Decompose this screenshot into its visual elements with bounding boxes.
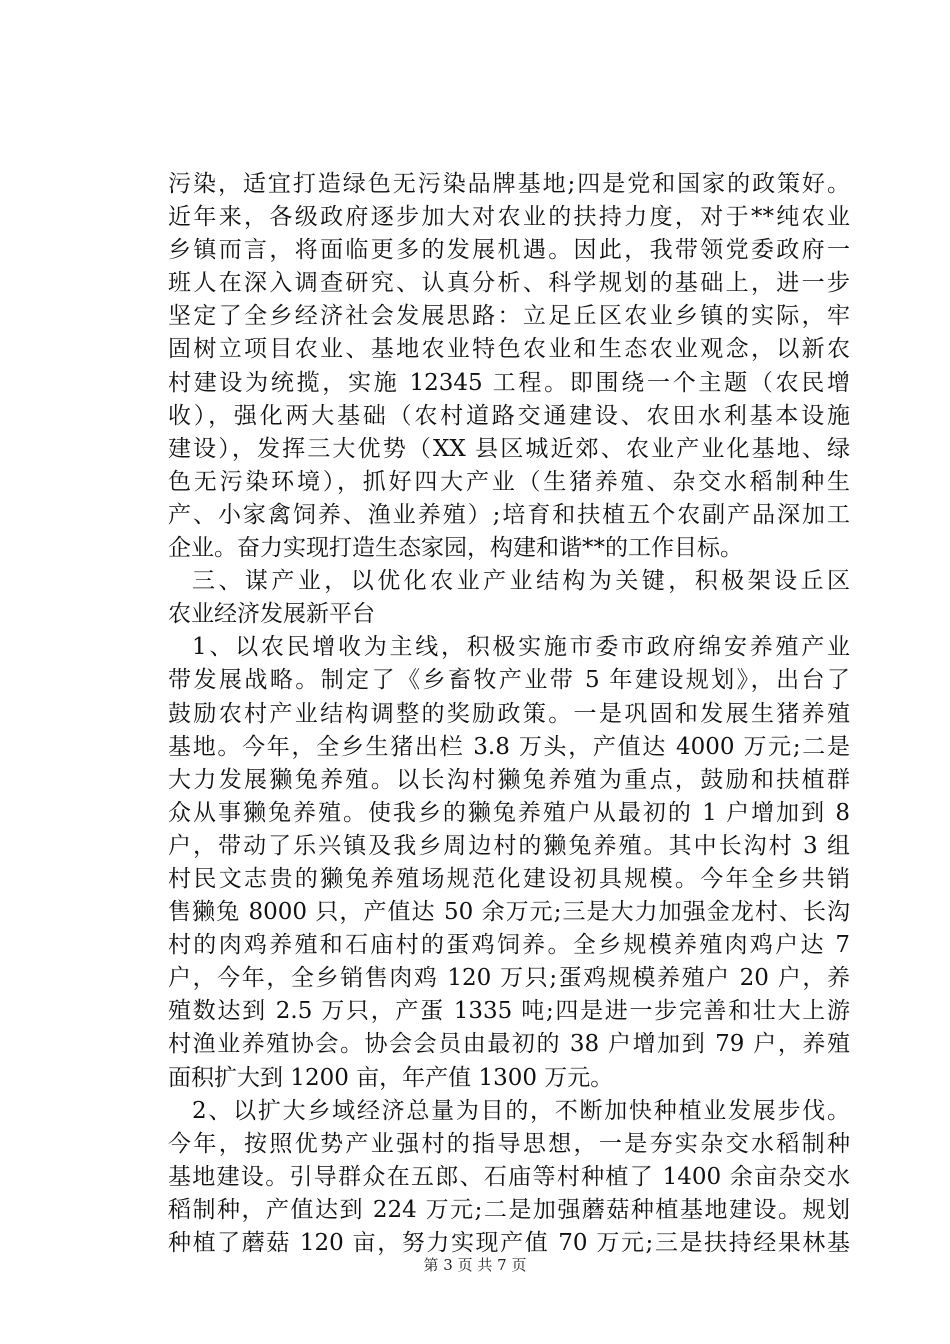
text-line: 近年来，各级政府逐步加大对农业的扶持力度，对于**纯农业	[168, 204, 850, 231]
text-line: 面积扩大到 1200 亩，年产值 1300 万元。	[168, 1064, 614, 1091]
text-line: 农业经济发展新平台	[168, 601, 375, 628]
text-line: 村民文志贵的獭兔养殖场规范化建设初具规模。今年全乡共销	[168, 865, 850, 892]
text-line: 今年，按照优势产业强村的指导思想，一是夯实杂交水稻制种	[168, 1130, 850, 1157]
text-line: 企业。奋力实现打造生态家园，构建和谐**的工作目标。	[168, 535, 743, 562]
text-line: 大力发展獭兔养殖。以长沟村獭兔养殖为重点，鼓励和扶植群	[168, 766, 850, 793]
text-line: 基地建设。引导群众在五郎、石庙等村种植了 1400 余亩杂交水	[168, 1163, 850, 1190]
text-line: 乡镇而言，将面临更多的发展机遇。因此，我带领党委政府一	[168, 237, 850, 264]
text-line: 污染，适宜打造绿色无污染品牌基地;四是党和国家的政策好。	[168, 171, 850, 197]
text-line: 色无污染环境），抓好四大产业（生猪养殖、杂交水稻制种生	[168, 468, 850, 495]
text-line: 1、以农民增收为主线，积极实施市委市政府绵安养殖产业	[192, 634, 850, 661]
text-line: 种植了蘑菇 120 亩，努力实现产值 70 万元;三是扶持经果林基	[168, 1230, 850, 1256]
text-line: 众从事獭兔养殖。使我乡的獭兔养殖户从最初的 1 户增加到 8	[168, 799, 850, 826]
text-line: 班人在深入调查研究、认真分析、科学规划的基础上，进一步	[168, 270, 850, 297]
page-footer: 第 3 页 共 7 页	[423, 1256, 527, 1274]
text-line: 村建设为统揽，实施 12345 工程。即围绕一个主题（农民增	[168, 369, 850, 396]
body-text	[168, 168, 850, 1260]
text-line: 产、小家禽饲养、渔业养殖）;培育和扶植五个农副产品深加工	[168, 501, 850, 528]
text-line: 固树立项目农业、基地农业特色农业和生态农业观念，以新农	[168, 336, 850, 363]
text-line: 户，今年，全乡销售肉鸡 120 万只;蛋鸡规模养殖户 20 户，养	[168, 965, 850, 992]
text-line: 带发展战略。制定了《乡畜牧产业带 5 年建设规划》，出台了	[168, 667, 850, 694]
text-line: 收），强化两大基础（农村道路交通建设、农田水利基本设施	[168, 402, 850, 429]
text-line: 户，带动了乐兴镇及我乡周边村的獭兔养殖。其中长沟村 3 组	[168, 832, 850, 859]
text-line: 2、以扩大乡域经济总量为目的，不断加快种植业发展步伐。	[192, 1097, 850, 1124]
text-line: 稻制种，产值达到 224 万元;二是加强蘑菇种植基地建设。规划	[168, 1196, 850, 1223]
text-line: 鼓励农村产业结构调整的奖励政策。一是巩固和发展生猪养殖	[168, 700, 850, 727]
text-line: 村的肉鸡养殖和石庙村的蛋鸡饲养。全乡规模养殖肉鸡户达 7	[168, 932, 850, 959]
text-line: 村渔业养殖协会。协会会员由最初的 38 户增加到 79 户，养殖	[168, 1031, 850, 1058]
text-line: 建设），发挥三大优势（XX 县区城近郊、农业产业化基地、绿	[168, 435, 850, 462]
text-line: 售獭兔 8000 只，产值达 50 余万元;三是大力加强金龙村、长沟	[168, 899, 850, 926]
text-line: 基地。今年，全乡生猪出栏 3.8 万头，产值达 4000 万元;二是	[168, 733, 850, 760]
text-line: 殖数达到 2.5 万只，产蛋 1335 吨;四是进一步完善和壮大上游	[168, 998, 850, 1025]
text-line: 三、谋产业，以优化农业产业结构为关键，积极架设丘区	[192, 568, 850, 595]
text-line: 坚定了全乡经济社会发展思路：立足丘区农业乡镇的实际，牢	[168, 303, 850, 330]
